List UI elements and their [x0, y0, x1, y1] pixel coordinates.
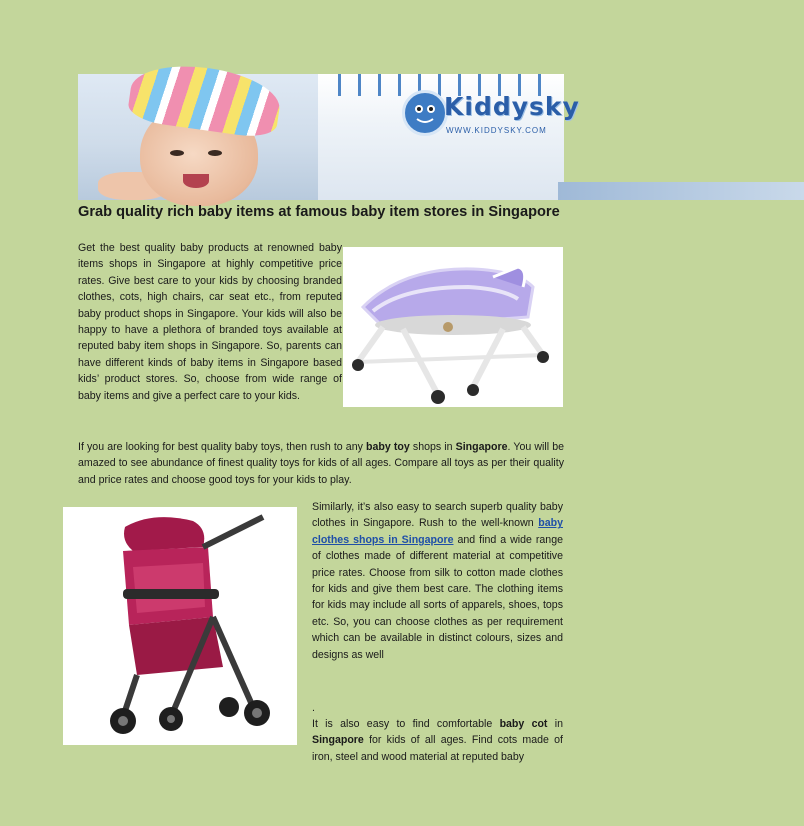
text-run: . You will be amazed to see abundance of finest quality toys for kids of all ages. Compare all toys as per their quality and price rates and choose good toys for your kids to play.: [78, 441, 564, 486]
baby-photo: [78, 74, 318, 200]
bold-keyword: Singapore: [312, 734, 364, 747]
logo-text: Kiddysky: [444, 92, 580, 121]
baby-stroller-image: [63, 507, 297, 745]
header-banner: [78, 74, 580, 200]
text-run: and find a wide range of clothes made of different material at competitive price rates. Choose from silk to cotton made clothes for kids and give them best care. The clothing items for kids may include all sorts of apparels, shoes, tops etc. So, you can choose clothes as per requirement which can be available in distinct colours, sizes and designs as well: [312, 533, 563, 661]
paragraph-clothes: [312, 499, 563, 663]
baby-mouth: [183, 174, 209, 188]
baby-eye: [208, 150, 222, 156]
text-run: It is also easy to find comfortable: [312, 718, 500, 730]
page-title: Grab quality rich baby items at famous baby item stores in Singapore: [78, 204, 560, 220]
period-line: .: [312, 702, 315, 714]
paragraph-intro: Get the best quality baby products at renowned baby items shops in Singapore at highly competitive price rates. Give best care to your kids by choosing branded clothes, cots, high chairs, car seat etc., from reputed baby product shops in Singapore. Your kids will also be happy to have a plethora of branded toys available at reputed baby item shops in Singapore. So, parents can have different kinds of baby items in Singapore based kids’ product stores. So, choose from wide range of baby items and give a perfect care to your kids.: [78, 242, 342, 402]
text-run: in: [547, 718, 563, 730]
baby-clothes-link[interactable]: baby clothes shops in Singapore: [312, 517, 563, 546]
baby-eye: [170, 150, 184, 156]
logo-url: WWW.KIDDYSKY.COM: [446, 126, 547, 135]
paragraph-cots: [312, 716, 563, 765]
banner-bottom-bar: [558, 182, 804, 200]
text-run: for kids of all ages. Find cots made of iron, steel and wood material at reputed baby: [312, 734, 563, 763]
bold-keyword: baby cot: [499, 718, 548, 730]
banner-logo-area: [318, 74, 580, 200]
text-run: shops in: [409, 441, 456, 453]
mascot-icon: [402, 90, 448, 136]
paragraph-toys: [78, 439, 564, 488]
kiddysky-logo[interactable]: [402, 88, 580, 140]
baby-high-chair-image: [343, 247, 563, 407]
text-run: If you are looking for best quality baby toys, then rush to any: [78, 441, 367, 453]
bold-keyword: Singapore: [455, 441, 508, 453]
bold-keyword: baby toy: [366, 441, 410, 453]
text-run: Similarly, it’s also easy to search superb quality baby clothes in Singapore. Rush to the well-known: [312, 501, 563, 530]
